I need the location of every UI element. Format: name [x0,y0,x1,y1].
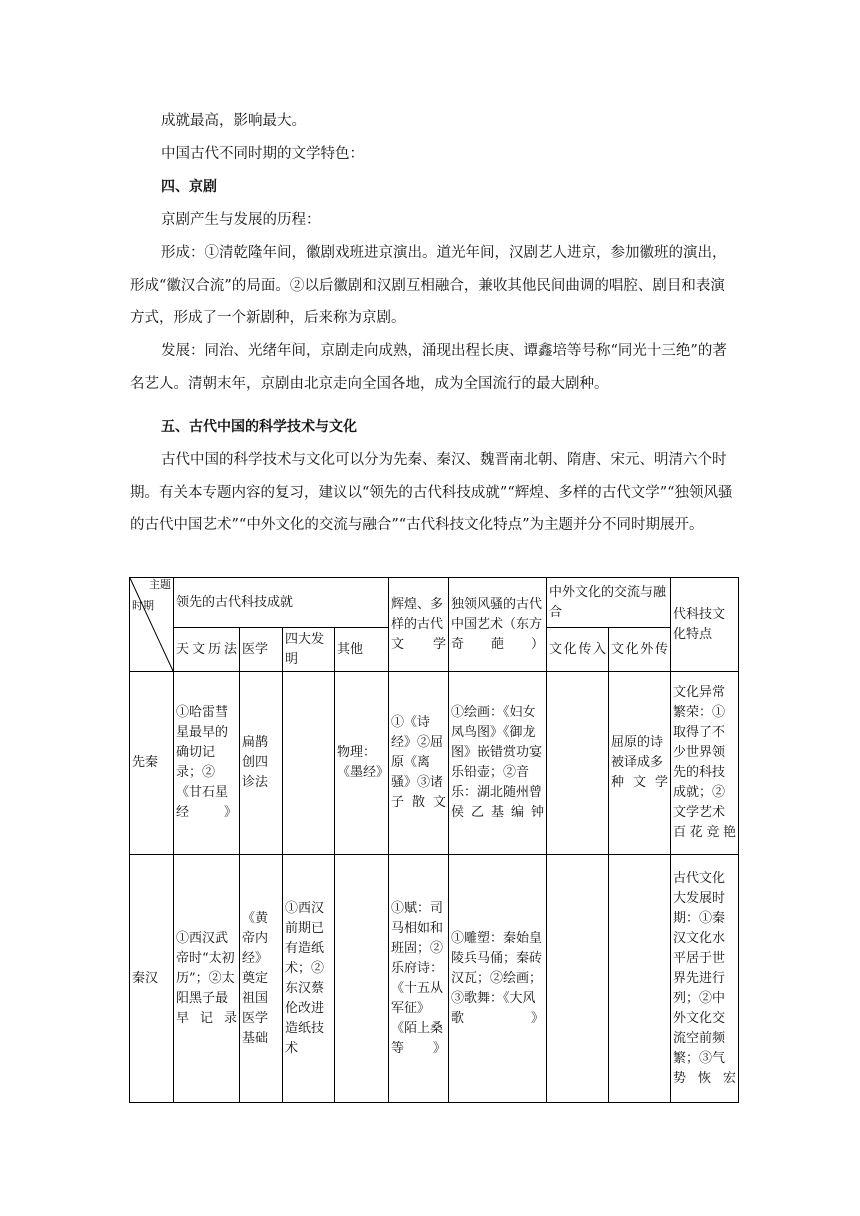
paragraph: 成就最高，影响最大。 [161,113,306,129]
header-features: 代科技文化特点 [671,578,739,672]
subheader-medicine: 医学 [240,628,283,672]
comparison-table [129,577,739,1103]
cell-chuanru [547,672,609,855]
cell-medicine: 扁鹊创四诊法 [240,672,283,855]
cell-art: ①绘画：《妇女凤鸟图》《御龙图》嵌错赏功宴乐铅壶；②音乐：湖北随州曾侯乙基编钟 [449,672,547,855]
cell-literature: ①赋：司马相如和班固；②乐府诗：《十五从军征》《陌上桑等》 [389,855,449,1103]
subheader-inventions: 四大发明 [283,628,335,672]
paragraph: 古代中国的科学技术与文化可以分为先秦、秦汉、魏晋南北朝、隋唐、宋元、明清六个时期。有关本专题内容的复习，建议以“领先的古代科技成就”“辉煌、多样的古代文学”“独领风骚的古代中国艺术”“中外文化的交流与融合”“古代科技文化特点”为主题并分不同时期展开。 [130,452,733,533]
cell-chuanru [547,855,609,1103]
table-header-row [130,578,739,628]
section-heading: 四、京剧 [161,179,217,195]
header-science: 领先的古代科技成就 [174,578,389,628]
cell-waichuan [609,855,671,1103]
cell-other: 物理：《墨经》 [335,672,389,855]
paragraph: 中国古代不同时期的文学特色： [161,146,364,162]
section-heading: 五、古代中国的科学技术与文化 [161,419,357,435]
cell-period: 秦汉 [130,855,174,1103]
table-row [130,855,739,1103]
corner-label-period: 时期 [132,599,154,612]
cell-literature: ①《诗经》②屈原《离骚》③诸子散文 [389,672,449,855]
cell-other [335,855,389,1103]
cell-inventions [283,672,335,855]
subheader-other: 其他 [335,628,389,672]
cell-features: 文化异常繁荣：①取得了不少世界领先的科技成就；②文学艺术百花竞艳 [671,672,739,855]
subheader-astronomy: 天文历法 [174,628,240,672]
table-corner-cell [130,578,174,672]
cell-inventions: ①西汉前期已有造纸术；②东汉蔡伦改进造纸技术 [283,855,335,1103]
table-row [130,672,739,855]
paragraph: 形成：①清乾隆年间，徽剧戏班进京演出。道光年间，汉剧艺人进京，参加徽班的演出，形成“徽汉合流”的局面。②以后徽剧和汉剧互相融合，兼收其他民间曲调的唱腔、剧目和表演方式，形成了一个新剧种，后来称为京剧。 [130,245,727,326]
cell-medicine: 《黄帝内经》奠定祖国医学基础 [240,855,283,1103]
cell-waichuan: 屈原的诗被译成多种文学 [609,672,671,855]
corner-label-theme: 主题 [149,578,171,591]
subheader-chuanru: 文化传入 [547,628,609,672]
cell-features: 古代文化大发展时期：①秦汉文化水平居于世界先进行列；②中外文化交流空前频繁；③气势恢宏 [671,855,739,1103]
corner-diagonal [130,578,173,671]
header-art: 独领风骚的古代中国艺术（东方奇葩） [449,578,547,672]
header-literature: 辉煌、多样的古代文学 [389,578,449,672]
header-exchange: 中外文化的交流与融合 [547,578,671,628]
cell-period: 先秦 [130,672,174,855]
cell-astronomy: ①哈雷彗星最早的确切记录；②《甘石星经》 [174,672,240,855]
paragraph: 发展：同治、光绪年间，京剧走向成熟，涌现出程长庚、谭鑫培等号称“同光十三绝”的著名艺人。清朝末年，京剧由北京走向全国各地，成为全国流行的最大剧种。 [130,343,727,392]
cell-art: ①雕塑：秦始皇陵兵马俑；秦砖汉瓦；②绘画；③歌舞：《大风歌》 [449,855,547,1103]
subheader-waichuan: 文化外传 [609,628,671,672]
cell-astronomy: ①西汉武帝时“太初历”；②太阳黑子最早记录 [174,855,240,1103]
paragraph: 京剧产生与发展的历程： [161,212,321,228]
